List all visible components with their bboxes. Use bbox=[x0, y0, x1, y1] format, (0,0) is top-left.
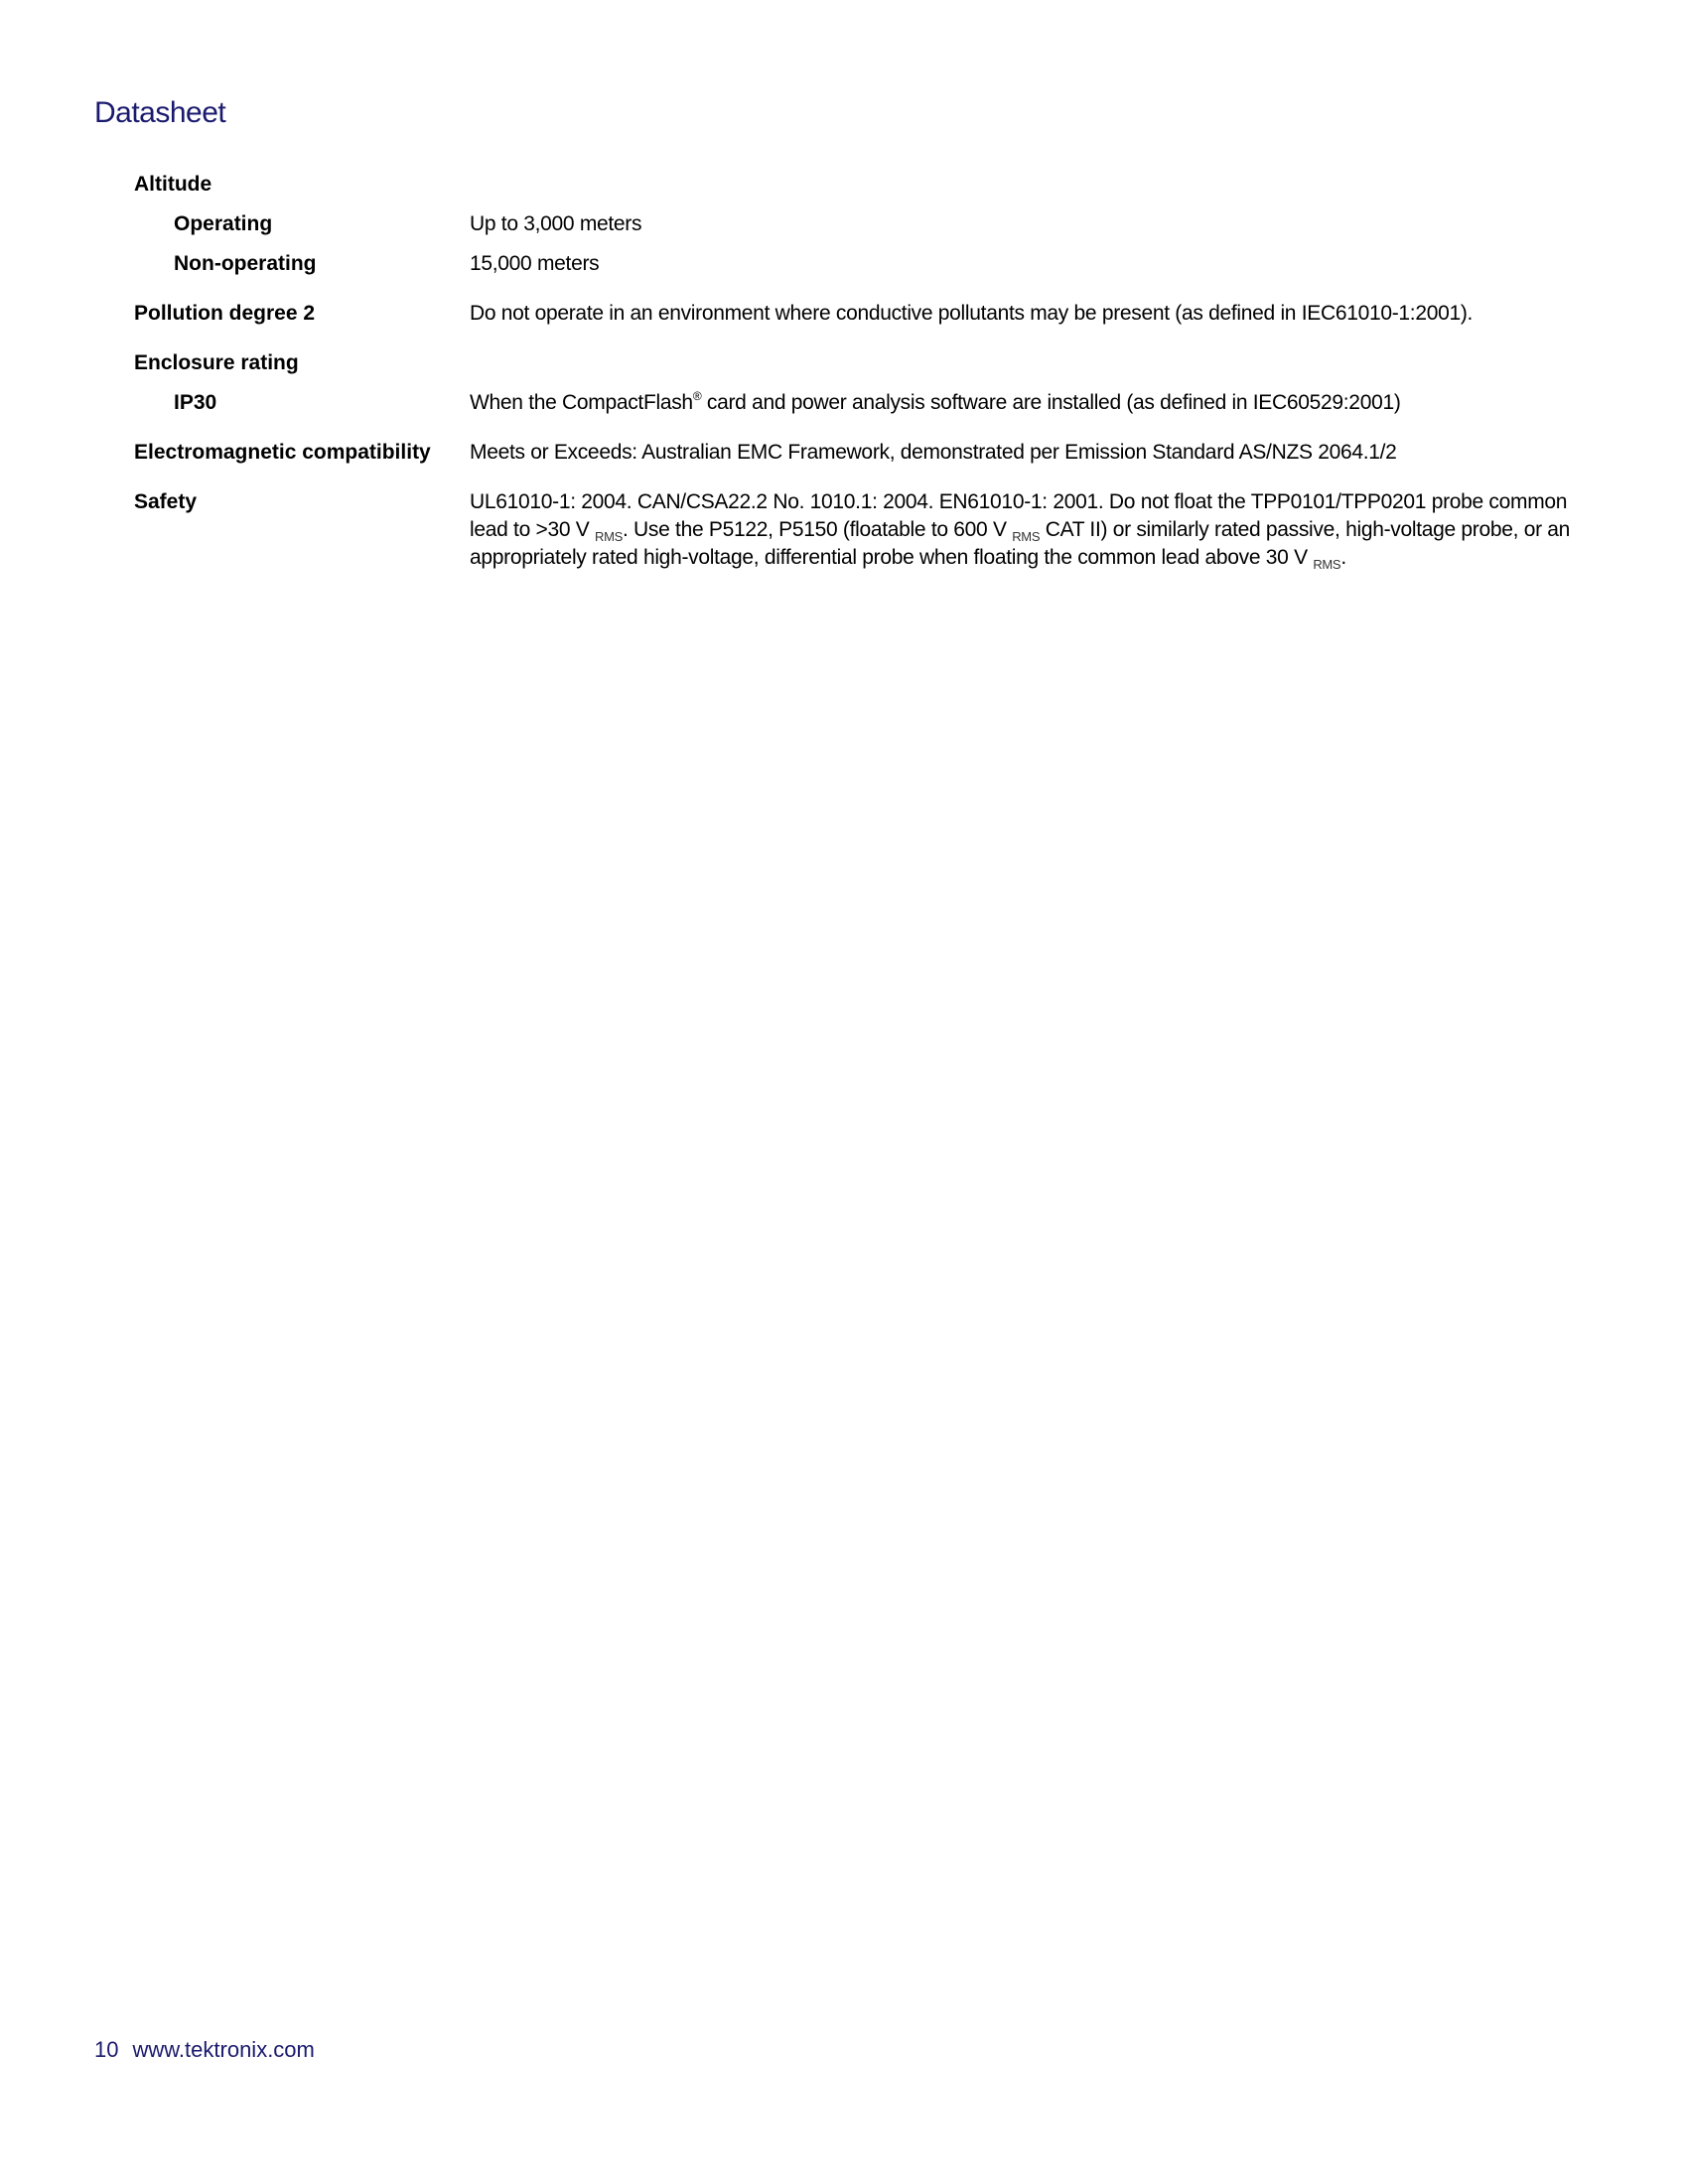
safety-text-1: UL61010-1: 2004. CAN/CSA22.2 No. 1010.1: 2004. EN61010-1: 2001. Do not float the TPP0101/TPP0201 probe common lead to >30 V bbox=[470, 490, 1568, 541]
page-footer bbox=[94, 2037, 315, 2063]
spec-row-safety bbox=[134, 488, 1584, 572]
spec-label-altitude: Altitude bbox=[134, 173, 212, 196]
spec-row-altitude bbox=[134, 171, 1584, 199]
spec-value-operating: Up to 3,000 meters bbox=[470, 212, 642, 235]
footer-url[interactable]: www.tektronix.com bbox=[132, 2037, 315, 2062]
spec-row-pollution bbox=[134, 300, 1584, 328]
spec-row-emc bbox=[134, 439, 1584, 467]
spec-value-safety bbox=[470, 488, 1584, 572]
spec-label-emc: Electromagnetic compatibility bbox=[134, 441, 431, 464]
spec-label-safety: Safety bbox=[134, 490, 198, 513]
page-title: Datasheet bbox=[94, 96, 226, 129]
safety-text-4: . bbox=[1340, 546, 1346, 569]
spec-value-pollution: Do not operate in an environment where conductive pollutants may be present (as defined in IEC61010-1:2001). bbox=[470, 302, 1474, 325]
spec-row-enclosure bbox=[134, 349, 1584, 377]
spec-row-nonoperating bbox=[134, 250, 1584, 278]
rms-subscript: RMS bbox=[594, 529, 623, 544]
spec-label-nonoperating: Non-operating bbox=[174, 252, 317, 275]
ip30-text-1: When the CompactFlash bbox=[470, 391, 693, 414]
ip30-text-2: card and power analysis software are installed (as defined in IEC60529:2001) bbox=[701, 391, 1401, 414]
spec-table bbox=[134, 171, 1584, 572]
page-number: 10 bbox=[94, 2037, 119, 2062]
spec-label-pollution: Pollution degree 2 bbox=[134, 302, 316, 325]
safety-text-3: CAT II) or similarly rated passive, high-voltage probe, or an appropriately rated high-voltage, differential probe when floating the common lead above 30 V bbox=[470, 518, 1571, 569]
rms-subscript: RMS bbox=[1313, 557, 1341, 572]
registered-mark: ® bbox=[692, 389, 702, 403]
spec-row-operating bbox=[134, 210, 1584, 238]
safety-text-2: . Use the P5122, P5150 (floatable to 600 V bbox=[622, 518, 1013, 541]
spec-value-emc: Meets or Exceeds: Australian EMC Framework, demonstrated per Emission Standard AS/NZS 2064.1/2 bbox=[470, 441, 1397, 464]
spec-label-operating: Operating bbox=[174, 212, 273, 235]
spec-row-ip30 bbox=[134, 389, 1584, 417]
spec-label-ip30: IP30 bbox=[174, 391, 217, 414]
spec-value-nonoperating: 15,000 meters bbox=[470, 252, 600, 275]
rms-subscript: RMS bbox=[1012, 529, 1041, 544]
spec-value-ip30 bbox=[470, 389, 1584, 417]
spec-label-enclosure: Enclosure rating bbox=[134, 351, 299, 374]
